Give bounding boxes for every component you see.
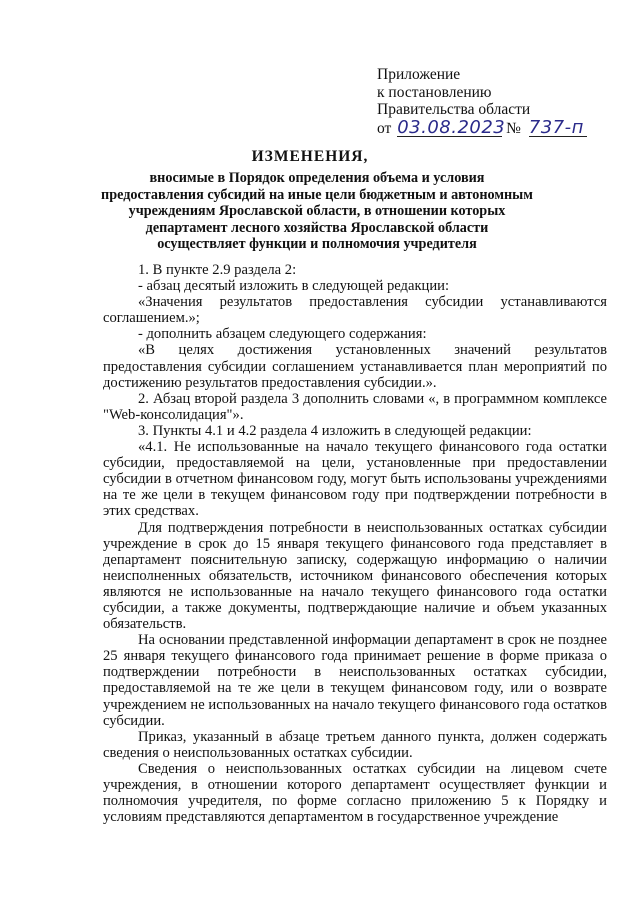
paragraph: «В целях достижения установленных значений результатов предоставления субсидии соглашением устанавливается план мероприятий по достижению результатов предоставления субсидии.». bbox=[103, 342, 607, 391]
paragraph: На основании представленной информации департамент в срок не позднее 25 января текущего финансового года принимает решение в форме приказа о подтверждении потребности в неиспользованных остатках субсидии, предоставляемой на те же цели в текущем финансовом году, или о возврате учреждением не использованных на начало текущего финансового года остатков субсидии. bbox=[103, 632, 607, 729]
document-subtitle: вносимые в Порядок определения объема и условия предоставления субсидий на иные цели бюджетным и автономным учреждениям Ярославской области, в отношении которых департамент лесного хозяйства Ярославской области осуществляет функции и полномочия учредителя bbox=[101, 170, 533, 252]
paragraph: Сведения о неиспользованных остатках субсидии на лицевом счете учреждения, в отношении которого департамент осуществляет функции и полномочия учредителя, по форме согласно приложению 5 к Порядку и условиям представляются департаментом в государственное учреждение bbox=[103, 760, 607, 826]
appendix-date-line bbox=[377, 116, 587, 138]
paragraph: 3. Пункты 4.1 и 4.2 раздела 4 изложить в следующей редакции: bbox=[138, 422, 532, 439]
paragraph: Для подтверждения потребности в неиспользованных остатках субсидии учреждение в срок до 15 января текущего финансового года представляет в департамент пояснительную записку, содержащую информацию о наличии неисполненных обязательств, источником финансового обеспечения которых являются не использованные на начало текущего финансового года остатки субсидии, а также документы, подтверждающие наличие и объем указанных обязательств. bbox=[103, 519, 607, 633]
paragraph: «4.1. Не использованные на начало текущего финансового года остатки субсидии, предоставляемой на цели, установленные при предоставлении субсидии в отчетном финансовом году, могут быть использованы учреждениями на те же цели в текущем финансовом году при подтверждении потребности в этих средствах. bbox=[103, 439, 607, 520]
number-sign: № bbox=[506, 119, 521, 137]
appendix-resolution-ref: к постановлению bbox=[377, 83, 492, 101]
handwritten-date: 03.08.2023 bbox=[397, 116, 506, 138]
document-body bbox=[103, 262, 607, 825]
handwritten-number: 737-п bbox=[529, 119, 587, 138]
paragraph: «Значения результатов предоставления субсидии устанавливаются соглашением.»; bbox=[103, 294, 607, 327]
paragraph: 1. В пункте 2.9 раздела 2: bbox=[138, 262, 297, 278]
appendix-block bbox=[377, 66, 587, 137]
paragraph: 2. Абзац второй раздела 3 дополнить словами «, в программном комплексе "Web-консолидация"». bbox=[103, 390, 607, 423]
paragraph: - абзац десятый изложить в следующей редакции: bbox=[138, 278, 450, 295]
paragraph: Приказ, указанный в абзаце третьем данного пункта, должен содержать сведения о неиспользованных остатках субсидии. bbox=[103, 728, 607, 761]
date-prefix: от bbox=[377, 119, 392, 137]
appendix-government-ref: Правительства области bbox=[377, 101, 531, 119]
paragraph: - дополнить абзацем следующего содержания: bbox=[138, 326, 427, 343]
document-title: ИЗМЕНЕНИЯ, bbox=[251, 148, 369, 165]
appendix-label: Приложение bbox=[377, 66, 461, 83]
